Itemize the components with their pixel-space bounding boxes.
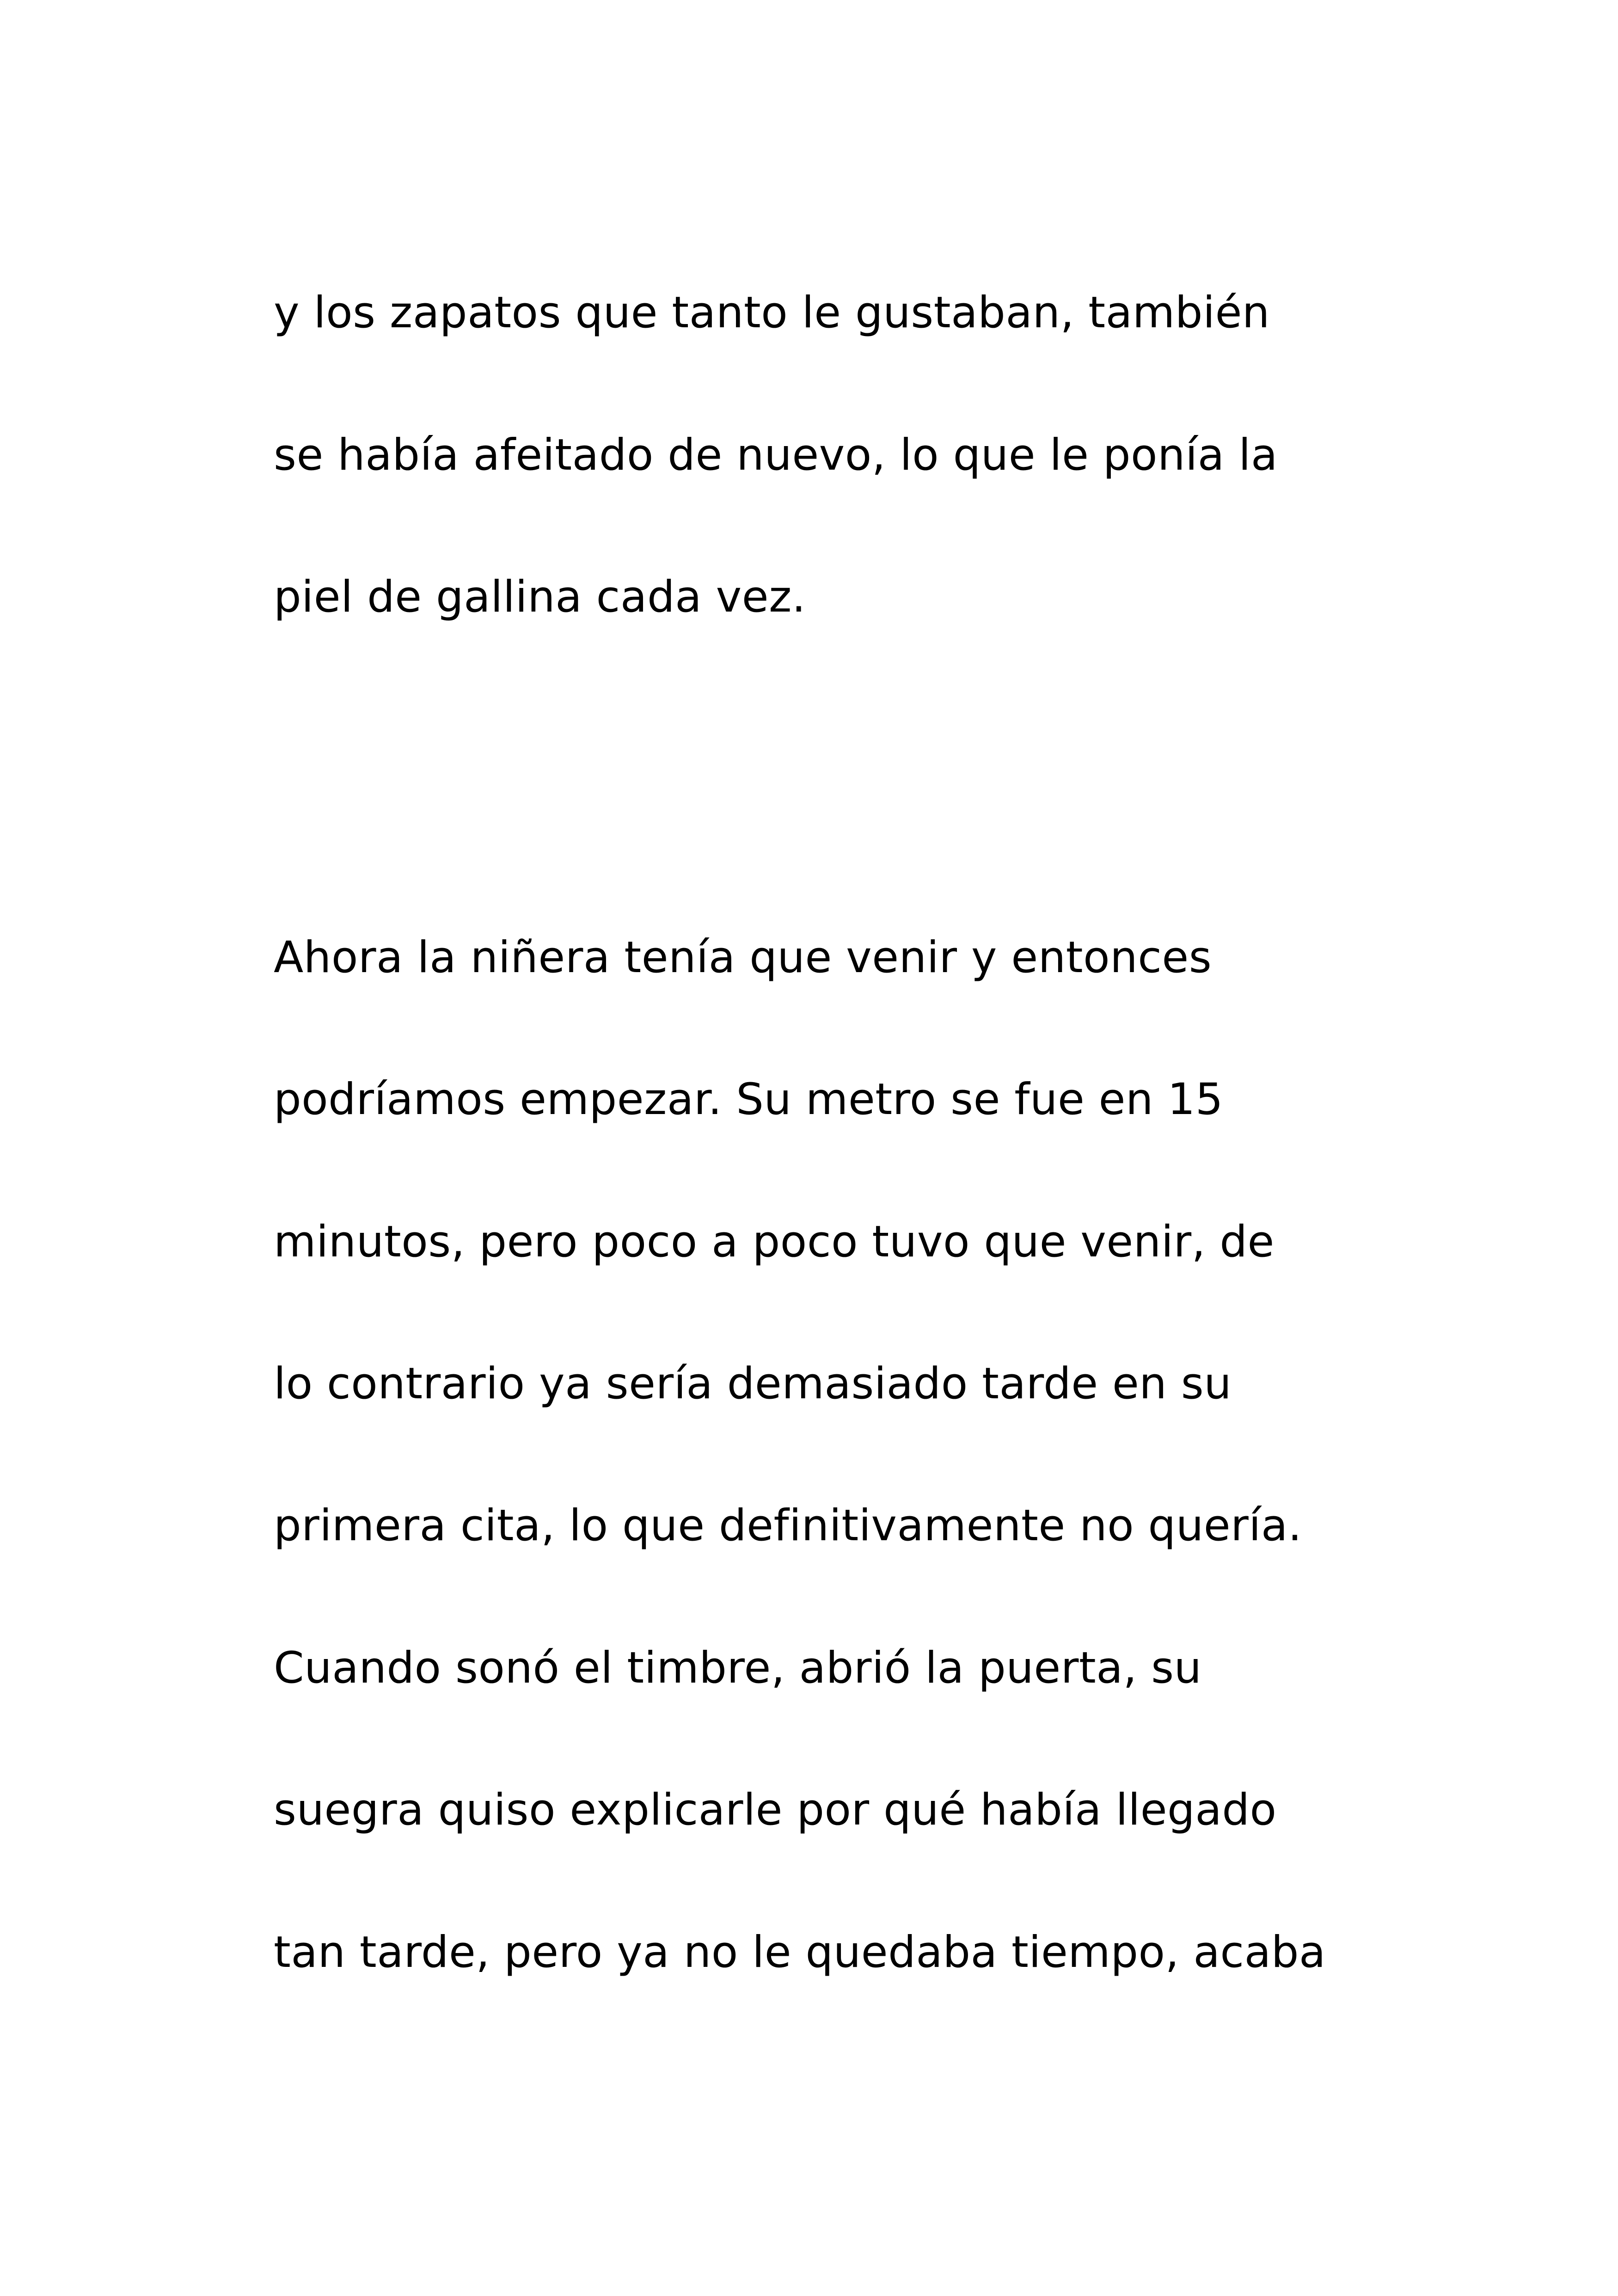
text-line: Ahora la niñera tenía que venir y entonces — [274, 932, 1212, 983]
text-line: se había afeitado de nuevo, lo que le ponía la — [274, 430, 1278, 480]
text-line: primera cita, lo que definitivamente no quería. — [274, 1500, 1302, 1551]
text-line: minutos, pero poco a poco tuvo que venir, de — [274, 1217, 1275, 1267]
text-line: Cuando sonó el timbre, abrió la puerta, su — [274, 1643, 1202, 1693]
text-line: tan tarde, pero ya no le quedaba tiempo, acaba — [274, 1927, 1326, 1978]
text-line: lo contrario ya sería demasiado tarde en su — [274, 1359, 1232, 1409]
text-line: suegra quiso explicarle por qué había llegado — [274, 1785, 1277, 1835]
text-line: podríamos empezar. Su metro se fue en 15 — [274, 1074, 1224, 1125]
text-line: y los zapatos que tanto le gustaban, también — [274, 288, 1270, 338]
text-line: piel de gallina cada vez. — [274, 572, 806, 622]
